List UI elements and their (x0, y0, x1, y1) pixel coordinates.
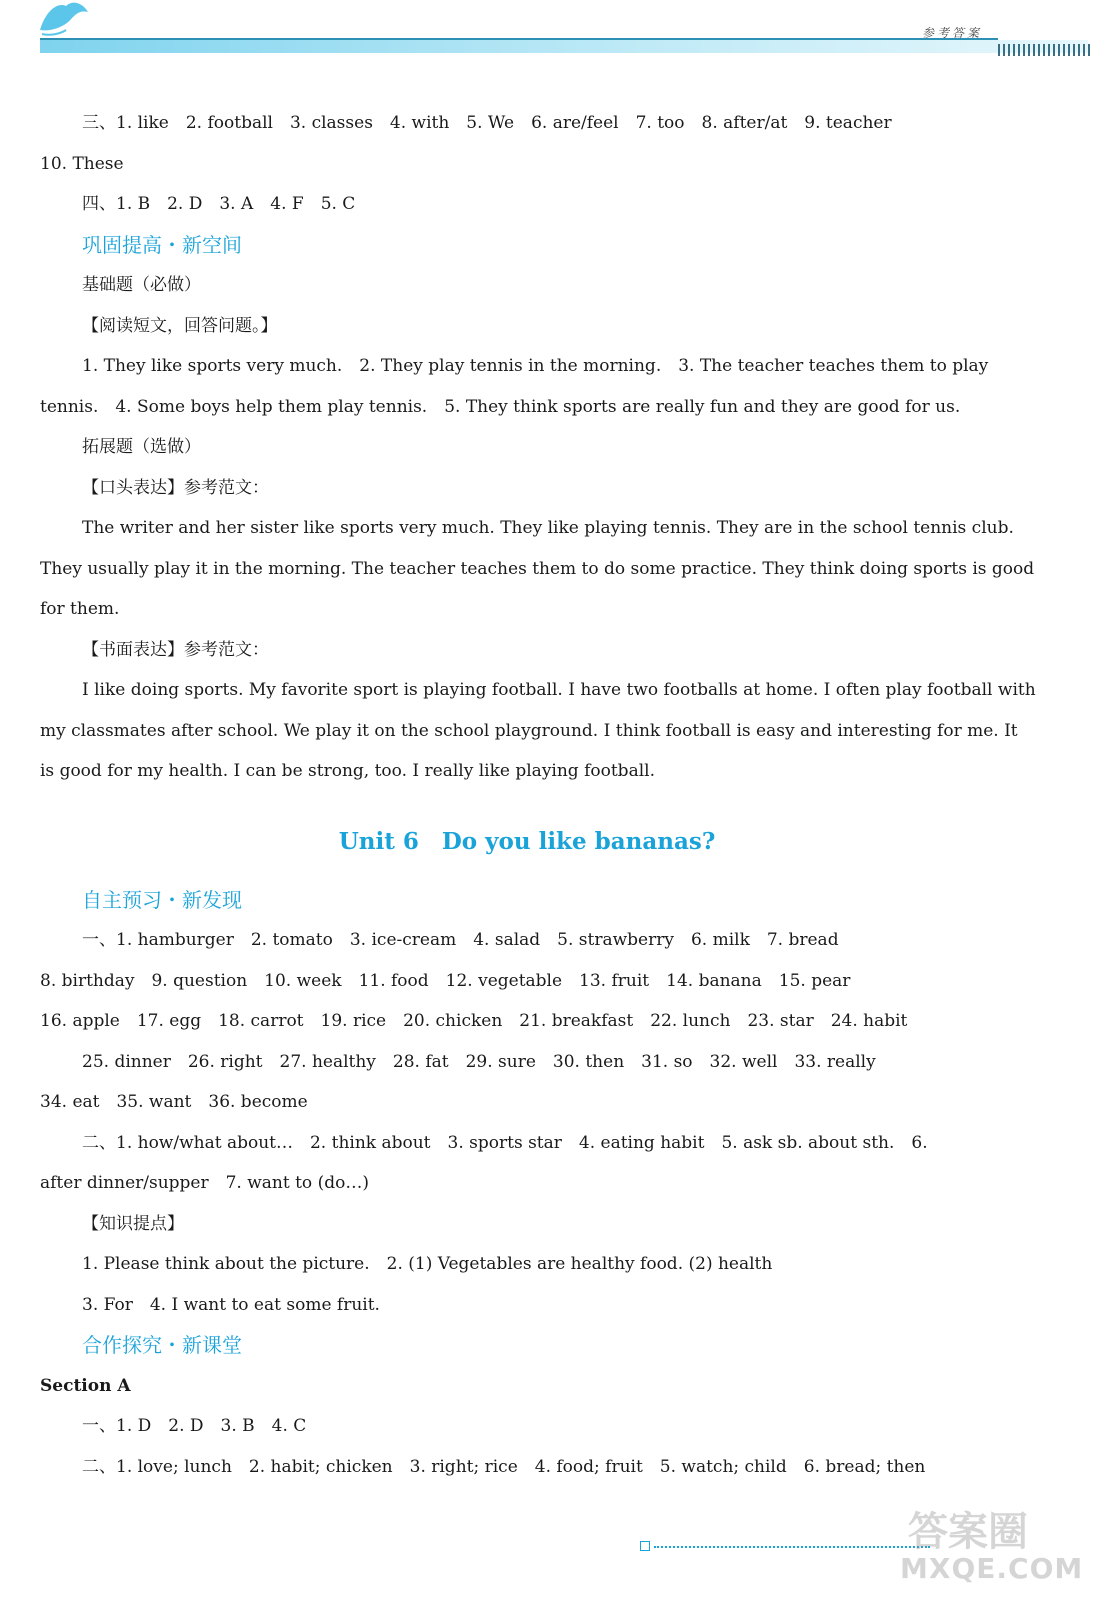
answer-line-san-cont: 10. These (40, 153, 124, 174)
watermark (900, 1500, 1084, 1590)
knowledge-line-2: 3. For 4. I want to eat some fruit. (82, 1294, 380, 1315)
oral-essay-line-3: for them. (40, 599, 120, 619)
section-a-label: Section A (40, 1375, 131, 1396)
unit-title: Unit 6 Do you like bananas? (338, 827, 716, 855)
page-footer (640, 1541, 930, 1551)
label-written: 【书面表达】参考范文： (82, 639, 269, 660)
label-oral: 【口头表达】参考范文： (82, 477, 269, 498)
vocab-line-1: 一、1. hamburger 2. tomato 3. ice-cream 4. salad 5. strawberry 6. milk 7. bread (82, 930, 839, 950)
section-a-line-1: 一、1. D 2. D 3. B 4. C (82, 1416, 307, 1436)
vocab-line-5: 34. eat 35. want 36. become (40, 1092, 308, 1112)
written-essay-line-2: my classmates after school. We play it on the school playground. I think football is easy and interesting for me. It (40, 720, 1018, 741)
answer-line-san: 三、1. like 2. football 3. classes 4. with 5. We 6. are/feel 7. too 8. after/at 9. teacher (82, 113, 892, 133)
footer-dotted-rule (654, 1546, 930, 1548)
reading-answer-line-2: tennis. 4. Some boys help them play tennis. 5. They think sports are really fun and they are good for us. (40, 396, 961, 417)
header-band (40, 40, 1088, 53)
oral-essay-line-1: The writer and her sister like sports very much. They like playing tennis. They are in the school tennis club. (82, 518, 1014, 538)
section-a-line-2: 二、1. love; lunch 2. habit; chicken 3. right; rice 4. food; fruit 5. watch; child 6. bread; then (82, 1456, 926, 1477)
answer-line-si: 四、1. B 2. D 3. A 4. F 5. C (82, 194, 356, 214)
written-essay-line-3: is good for my health. I can be strong, too. I really like playing football. (40, 761, 655, 781)
vocab-line-3: 16. apple 17. egg 18. carrot 19. rice 20. chicken 21. breakfast 22. lunch 23. star 24. habit (40, 1011, 908, 1031)
knowledge-line-1: 1. Please think about the picture. 2. (1) Vegetables are healthy food. (2) health (82, 1254, 773, 1274)
watermark-url: MXQE.COM (900, 1552, 1084, 1585)
label-reading: 【阅读短文，回答问题。】 (82, 315, 278, 336)
header-ticks (998, 44, 1090, 56)
bird-logo-icon (36, 0, 96, 40)
section-heading-hezuo: 合作探究・新课堂 (82, 1333, 242, 1357)
phrase-line-2: after dinner/supper 7. want to (do…) (40, 1173, 369, 1193)
footer-square-icon (640, 1541, 650, 1551)
vocab-line-2: 8. birthday 9. question 10. week 11. food 12. vegetable 13. fruit 14. banana 15. pear (40, 970, 851, 991)
vocab-line-4: 25. dinner 26. right 27. healthy 28. fat 29. sure 30. then 31. so 32. well 33. really (82, 1051, 876, 1072)
label-extended: 拓展题（选做） (82, 437, 201, 457)
page-header (0, 0, 1098, 60)
reading-answer-line-1: 1. They like sports very much. 2. They play tennis in the morning. 3. The teacher teaches them to play (82, 356, 989, 376)
oral-essay-line-2: They usually play it in the morning. The teacher teaches them to do some practice. They think doing sports is good (40, 558, 1035, 579)
answer-content (40, 103, 1036, 1487)
section-heading-gonggu: 巩固提高・新空间 (82, 232, 242, 257)
label-basic: 基础题（必做） (82, 275, 201, 295)
phrase-line-1: 二、1. how/what about… 2. think about 3. sports star 4. eating habit 5. ask sb. about sth. 6. (82, 1132, 928, 1153)
watermark-text: 答案圈 (908, 1509, 1028, 1555)
header-label: 参考答案 (922, 26, 983, 40)
section-heading-zizhu: 自主预习・新发现 (82, 887, 242, 912)
written-essay-line-1: I like doing sports. My favorite sport is playing football. I have two footballs at home. I often play football with (82, 680, 1036, 700)
label-knowledge: 【知识提点】 (82, 1213, 184, 1234)
